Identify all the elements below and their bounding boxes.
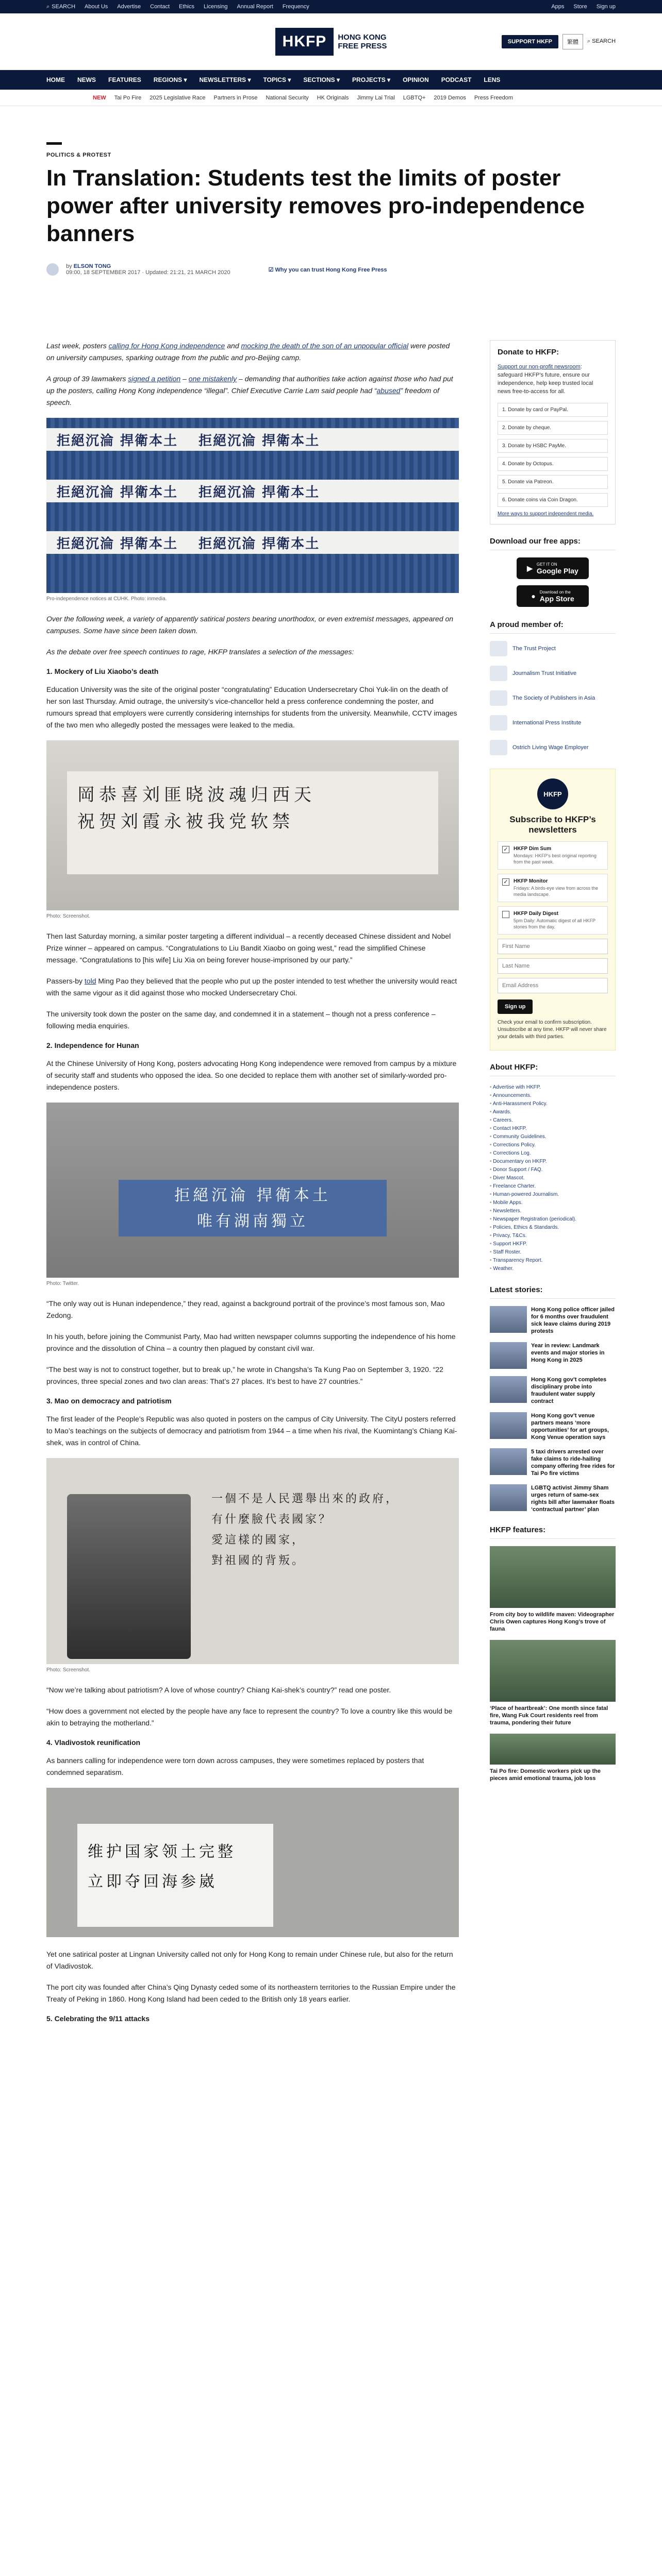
paragraph: The first leader of the People’s Republic was also quoted in posters on the campus of City University. The CityU posters referred to Mao’s teachings on the subjects of democracy and patriotism from 1944 – a time when his rival, the Kuomintang’s Chiang Kai-shek, was in control of China. <box>46 1415 457 1447</box>
support-button[interactable]: SUPPORT HKFP <box>502 35 558 48</box>
ticker-item[interactable]: Tai Po Fire <box>114 94 142 101</box>
article-header <box>0 106 662 276</box>
latest-title: Latest stories: <box>490 1285 616 1299</box>
story-thumbnail <box>490 1306 527 1333</box>
subscribe-note: Check your email to confirm subscription. Unsubscribe at any time. HKFP will never share your details with third parties. <box>498 1020 607 1040</box>
ticker-item[interactable]: HK Originals <box>317 94 349 101</box>
donate-title: Donate to HKFP: <box>498 348 559 357</box>
nav-features[interactable]: FEATURES <box>108 76 141 83</box>
about-link[interactable]: • Freelance Charter. <box>490 1182 616 1191</box>
feature-story[interactable]: From city boy to wildlife maven: Videographer Chris Owen captures Hong Kong’s trove of fauna <box>490 1546 616 1633</box>
ticker-item[interactable]: Partners in Prose <box>213 94 258 101</box>
about-link[interactable]: • Careers. <box>490 1116 616 1125</box>
about-link[interactable]: • Newsletters. <box>490 1207 616 1215</box>
sopa-icon <box>490 690 507 706</box>
inline-link[interactable]: one mistakenly <box>188 375 237 383</box>
nav-regions[interactable]: REGIONS ▾ <box>153 76 187 83</box>
feature-story[interactable]: ‘Place of heartbreak’: One month since fatal fire, Wang Fuk Court residents reel from trauma, pondering their future <box>490 1640 616 1726</box>
section-heading: 3. Mao on democracy and patriotism <box>46 1397 172 1405</box>
ticker-item[interactable]: National Security <box>266 94 309 101</box>
ticker-item[interactable]: Jimmy Lai Trial <box>357 94 395 101</box>
paragraph: As banners calling for independence were torn down across campuses, they were sometimes replaced by posters that condemned separatism. <box>46 1756 424 1776</box>
donate-option[interactable]: 2. Donate by cheque. <box>498 421 608 435</box>
about-link[interactable]: • Anti-Harassment Policy. <box>490 1100 616 1108</box>
search-icon: ⌕ <box>587 38 592 44</box>
sidebar <box>490 340 616 1789</box>
paragraph: A group of 39 lawmakers signed a petition – one mistakenly – demanding that authorities take action against those who had put up the posters, calling Hong Kong independence “illegal”. Chief Executive Carrie Lam said people had “abused” freedom of speech. <box>46 375 453 406</box>
paragraph: Then last Saturday morning, a similar poster targeting a different individual – a recently deceased Chinese dissident and Nobel Prize winner – appeared on campus. “Congratulations to Liu Bandit Xiaobo on going west,” read the simplified Chinese message. “Congratulations to [his wife] Liu Xia on being forever house-imprisoned by our party.” <box>46 932 451 964</box>
google-play-button[interactable]: ▶ GET IT ON Google Play <box>517 557 589 579</box>
donate-box: Donate to HKFP: Support our non-profit newsroom: safeguard HKFP’s future, ensure our independence, help keep trusted local news free-to-access for all. 1. Donate by card or PayPal. 2. Donate by cheque. 3. Donate by HSBC PayMe. 4. Donate by Octopus. 5. Donate via Patreon. 6. Donate coins via Coin Dragon. More ways to support independent media. <box>490 340 616 524</box>
checkbox-checked-icon[interactable]: ✓ <box>502 846 509 853</box>
donate-option[interactable]: 3. Donate by HSBC PayMe. <box>498 439 608 453</box>
play-icon: ▶ <box>527 564 533 572</box>
app-store-button[interactable]: ● Download on the App Store <box>517 585 589 607</box>
util-contact[interactable]: Contact <box>150 4 170 10</box>
paragraph: “Now we’re talking about patriotism? A love of whose country? Chiang Kai-shek’s country?” read one poster. <box>46 1686 391 1694</box>
site-header <box>0 13 662 70</box>
header-right <box>387 34 616 49</box>
story-thumbnail <box>490 1448 527 1475</box>
trust-icon: ☑ <box>268 266 275 273</box>
newsletter-option[interactable]: ✓ HKFP Monitor Fridays: A birds-eye view from across the media landscape. <box>498 874 608 902</box>
newsletter-option[interactable]: HKFP Daily Digest 5pm Daily: Automatic digest of all HKFP stories from the day. <box>498 906 608 935</box>
article-headline: In Translation: Students test the limits of poster power after university removes pro-independence banners <box>46 165 585 246</box>
about-link[interactable]: • Privacy, T&Cs. <box>490 1232 616 1240</box>
checkbox-checked-icon[interactable]: ✓ <box>502 878 509 886</box>
apps-title: Download our free apps: <box>490 537 616 550</box>
about-link[interactable]: • Newspaper Registration (periodical). <box>490 1215 616 1224</box>
about-link[interactable]: • Community Guidelines. <box>490 1133 616 1141</box>
last-name-input[interactable] <box>498 958 608 974</box>
author-avatar <box>46 263 59 276</box>
util-frequency[interactable]: Frequency <box>282 4 309 10</box>
member-title: A proud member of: <box>490 620 616 634</box>
ticker-new-badge: NEW <box>93 94 106 101</box>
newsletter-box <box>490 769 616 1050</box>
inline-link[interactable]: told <box>84 977 96 985</box>
hkfp-emblem: HKFP <box>537 778 568 809</box>
paragraph: Education University was the site of the original poster “congratulating” Education Undersecretary Choi Yuk-lin on the death of her son last Thursday. Amid outrage, the university’s vice-chancellor held a press conference condemning the poster, and rumours spread that employers were currently considering internships for students from the university. Meanwhile, CCTV images of the two men who allegedly posted the messages were leaked to the media. <box>46 685 457 729</box>
language-switch[interactable]: 繁體 <box>562 34 583 49</box>
story-thumbnail <box>490 1376 527 1403</box>
paragraph: Last week, posters calling for Hong Kong independence and mocking the death of the son of an unpopular official were posted on university campuses, sparking outrage from the public and pro-Beijing camp. <box>46 342 450 362</box>
feature-thumbnail <box>490 1546 616 1608</box>
signup-button[interactable]: Sign up <box>498 999 533 1014</box>
article-image[interactable]: 一個不是人民選舉出來的政府， 有什麼臉代表國家？ 愛這樣的國家， 對祖國的背叛。 <box>46 1458 459 1664</box>
paragraph: “How does a government not elected by the people have any face to represent the country? To love a country like this would be akin to betraying the motherland.” <box>46 1707 453 1727</box>
story-thumbnail <box>490 1484 527 1511</box>
util-ethics[interactable]: Ethics <box>179 4 195 10</box>
article-date: 09:00, 18 SEPTEMBER 2017 · Updated: 21:21, 21 MARCH 2020 <box>66 269 230 276</box>
more-ways-link[interactable]: More ways to support independent media. <box>498 511 594 517</box>
ticker-item[interactable]: 2025 Legislative Race <box>150 94 206 101</box>
email-input[interactable] <box>498 978 608 993</box>
member-logo[interactable]: The Society of Publishers in Asia <box>490 690 616 706</box>
feature-story[interactable]: Tai Po fire: Domestic workers pick up the pieces amid emotional trauma, job loss <box>490 1734 616 1782</box>
paragraph: “The best way is not to construct together, but to break up,” he wrote in Changsha’s Ta Kung Pao on September 3, 1920. “22 provinces, three special zones and two clan areas: That’s 27 places. It’s best to have 27 countries.” <box>46 1365 443 1385</box>
donate-link[interactable]: Support our non-profit newsroom <box>498 364 581 370</box>
util-licensing[interactable]: Licensing <box>204 4 228 10</box>
features-title: HKFP features: <box>490 1526 616 1539</box>
donate-option[interactable]: 6. Donate coins via Coin Dragon. <box>498 493 608 507</box>
member-logo[interactable]: Journalism Trust Initiative <box>490 666 616 681</box>
byline: by ELSON TONG 09:00, 18 SEPTEMBER 2017 · Updated: 21:21, 21 MARCH 2020 ☑ Why you can trust Hong Kong Free Press <box>46 263 616 276</box>
latest-story[interactable]: Hong Kong police officer jailed for 6 months over fraudulent sick leave claims during 2019 protests <box>490 1306 616 1335</box>
story-thumbnail <box>490 1342 527 1369</box>
about-link[interactable]: • Weather. <box>490 1265 616 1273</box>
ticker-item[interactable]: LGBTQ+ <box>403 94 426 101</box>
donate-option[interactable]: 5. Donate via Patreon. <box>498 475 608 489</box>
paragraph: Over the following week, a variety of apparently satirical posters bearing unorthodox, or even extremist messages, appeared on campuses. Some have since been taken down. <box>46 615 454 635</box>
nav-topics[interactable]: TOPICS ▾ <box>263 76 291 83</box>
trust-link[interactable]: ☑ Why you can trust Hong Kong Free Press <box>268 266 387 273</box>
about-link[interactable]: • Advertise with HKFP. <box>490 1083 616 1092</box>
latest-story[interactable]: Year in review: Landmark events and major stories in Hong Kong in 2025 <box>490 1342 616 1369</box>
about-link[interactable]: • Mobile Apps. <box>490 1199 616 1207</box>
nav-home[interactable]: HOME <box>46 76 65 83</box>
jti-icon <box>490 666 507 681</box>
about-link[interactable]: • Human-powered Journalism. <box>490 1191 616 1199</box>
about-link[interactable]: • Diver Mascot. <box>490 1174 616 1182</box>
inline-link[interactable]: calling for Hong Kong independence <box>108 342 225 350</box>
donate-option[interactable]: 4. Donate by Octopus. <box>498 457 608 471</box>
article-category[interactable]: POLITICS & PROTEST <box>46 152 111 158</box>
about-link[interactable]: • Support HKFP. <box>490 1240 616 1248</box>
section-heading: 4. Vladivostok reunification <box>46 1738 141 1747</box>
paragraph: The university took down the poster on the same day, and condemned it in a statement – though not a press conference – following media enquiries. <box>46 1010 436 1030</box>
header-search[interactable]: ⌕ SEARCH <box>587 38 616 44</box>
checkbox-icon[interactable] <box>502 911 509 918</box>
util-store[interactable]: Store <box>573 4 587 10</box>
article-image[interactable]: 岡恭喜刘匪晓波魂归西天 祝贺刘霞永被我党软禁 <box>46 740 459 910</box>
member-logo[interactable]: Ostrich Living Wage Employer <box>490 740 616 755</box>
inline-link[interactable]: abused <box>376 386 401 395</box>
nav-opinion[interactable]: OPINION <box>403 76 429 83</box>
image-caption: Photo: Screenshot. <box>46 1667 91 1673</box>
paragraph: In his youth, before joining the Communist Party, Mao had written newspaper columns supporting the independence of his home province and the dissolution of China – a country then plagued by constant civil war. <box>46 1332 456 1352</box>
portrait-figure <box>67 1494 191 1659</box>
article-image[interactable]: 拒絕沉淪 捍衛本土 拒絕沉淪 捍衛本土 拒絕沉淪 捍衛本土 拒絕沉淪 捍衛本土 拒絕沉淪 捍衛本土 拒絕沉淪 捍衛本土 <box>46 418 459 593</box>
latest-story[interactable]: 5 taxi drivers arrested over fake claims to ride-hailing company offering free rides for Tai Po fire victims <box>490 1448 616 1477</box>
section-heading: 2. Independence for Hunan <box>46 1041 139 1049</box>
ticker-item[interactable]: Press Freedom <box>474 94 514 101</box>
member-logo[interactable]: International Press Institute <box>490 715 616 731</box>
author-name[interactable]: ELSON TONG <box>73 263 111 269</box>
about-link[interactable]: • Transparency Report. <box>490 1257 616 1265</box>
main-nav <box>0 70 662 90</box>
image-caption: Photo: Twitter. <box>46 1281 79 1286</box>
about-link[interactable]: • Awards. <box>490 1108 616 1116</box>
donate-option[interactable]: 1. Donate by card or PayPal. <box>498 403 608 417</box>
latest-story[interactable]: LGBTQ activist Jimmy Sham urges return of same-sex rights bill after lawmaker floats ‘contractual partner’ plan <box>490 1484 616 1513</box>
topic-ticker <box>0 90 662 106</box>
newsletter-option[interactable]: ✓ HKFP Dim Sum Mondays: HKFP’s best original reporting from the past week. <box>498 841 608 870</box>
about-link[interactable]: • Documentary on HKFP. <box>490 1158 616 1166</box>
ipi-icon <box>490 715 507 731</box>
article-image[interactable]: 维护国家领土完整 立即夺回海参崴 <box>46 1788 459 1937</box>
header-rule <box>46 142 62 145</box>
search-icon: ⌕ <box>46 3 50 10</box>
util-apps[interactable]: Apps <box>551 4 565 10</box>
nav-newsletters[interactable]: NEWSLETTERS ▾ <box>199 76 251 83</box>
nav-podcast[interactable]: PODCAST <box>441 76 472 83</box>
first-name-input[interactable] <box>498 939 608 954</box>
about-link[interactable]: • Donor Support / FAQ. <box>490 1166 616 1174</box>
story-thumbnail <box>490 1412 527 1439</box>
feature-thumbnail <box>490 1734 616 1765</box>
apple-icon: ● <box>531 592 536 600</box>
nav-lens[interactable]: LENS <box>484 76 501 83</box>
article-image[interactable]: 拒絕沉淪 捍衛本土 唯有湖南獨立 <box>46 1103 459 1278</box>
about-link[interactable]: • Contact HKFP. <box>490 1125 616 1133</box>
living-wage-icon <box>490 740 507 755</box>
about-title: About HKFP: <box>490 1063 616 1076</box>
util-signup[interactable]: Sign up <box>596 4 616 10</box>
about-link[interactable]: • Staff Roster. <box>490 1248 616 1257</box>
paragraph: At the Chinese University of Hong Kong, posters advocating Hong Kong independence were removed from campus by a mixture of security staff and students who opposed the idea. So one decided to replace them with another set of similarly-worded pro-independence posters. <box>46 1059 457 1091</box>
feature-thumbnail <box>490 1640 616 1702</box>
util-about[interactable]: About Us <box>85 4 108 10</box>
paragraph: The port city was founded after China’s Qing Dynasty ceded some of its northeastern territories to the Russian Empire under the Treaty of Peking in 1860. Hong Kong Island had been ceded to the British only 18 years earlier. <box>46 1983 456 2003</box>
paragraph: Passers-by told Ming Pao they believed that the people who put up the poster intended to test whether the university would react with the same vigour as it did against those who mocked Undersecretary Choi. <box>46 977 457 997</box>
section-heading: 1. Mockery of Liu Xiaobo’s death <box>46 667 159 675</box>
about-list <box>490 1083 616 1273</box>
util-search[interactable]: ⌕ SEARCH <box>46 3 76 10</box>
utility-bar <box>0 0 662 13</box>
paragraph: As the debate over free speech continues to rage, HKFP translates a selection of the messages: <box>46 648 354 656</box>
nav-news[interactable]: NEWS <box>77 76 96 83</box>
latest-story[interactable]: Hong Kong gov’t completes disciplinary probe into fraudulent water supply contract <box>490 1376 616 1405</box>
nav-sections[interactable]: SECTIONS ▾ <box>303 76 340 83</box>
about-link[interactable]: • Corrections Log. <box>490 1149 616 1158</box>
member-logo[interactable]: The Trust Project <box>490 641 616 656</box>
trust-project-icon <box>490 641 507 656</box>
nav-projects[interactable]: PROJECTS ▾ <box>352 76 391 83</box>
image-caption: Pro-independence notices at CUHK. Photo: inmedia. <box>46 596 167 602</box>
inline-link[interactable]: signed a petition <box>128 375 181 383</box>
util-advertise[interactable]: Advertise <box>117 4 141 10</box>
image-caption: Photo: Screenshot. <box>46 913 91 919</box>
latest-story[interactable]: Hong Kong gov’t venue partners means ‘more opportunities’ for art groups, Kong Venue operation says <box>490 1412 616 1441</box>
paragraph: Yet one satirical poster at Lingnan University called not only for Hong Kong to remain under Chinese rule, but also for the return of Vladivostok. <box>46 1950 453 1970</box>
site-logo[interactable]: HKFP HONG KONG FREE PRESS <box>275 28 387 56</box>
about-link[interactable]: • Corrections Policy. <box>490 1141 616 1149</box>
inline-link[interactable]: mocking the death of the son of an unpopular official <box>241 342 409 350</box>
about-link[interactable]: • Policies, Ethics & Standards. <box>490 1224 616 1232</box>
ticker-item[interactable]: 2019 Demos <box>434 94 466 101</box>
about-link[interactable]: • Announcements. <box>490 1092 616 1100</box>
newsletter-title: Subscribe to HKFP’s newsletters <box>509 815 596 835</box>
paragraph: “The only way out is Hunan independence,” they read, against a background portrait of the province’s most famous son, Mao Zedong. <box>46 1299 445 1319</box>
article-body <box>46 340 459 2031</box>
section-heading: 5. Celebrating the 9/11 attacks <box>46 2014 150 2023</box>
util-annual-report[interactable]: Annual Report <box>237 4 273 10</box>
